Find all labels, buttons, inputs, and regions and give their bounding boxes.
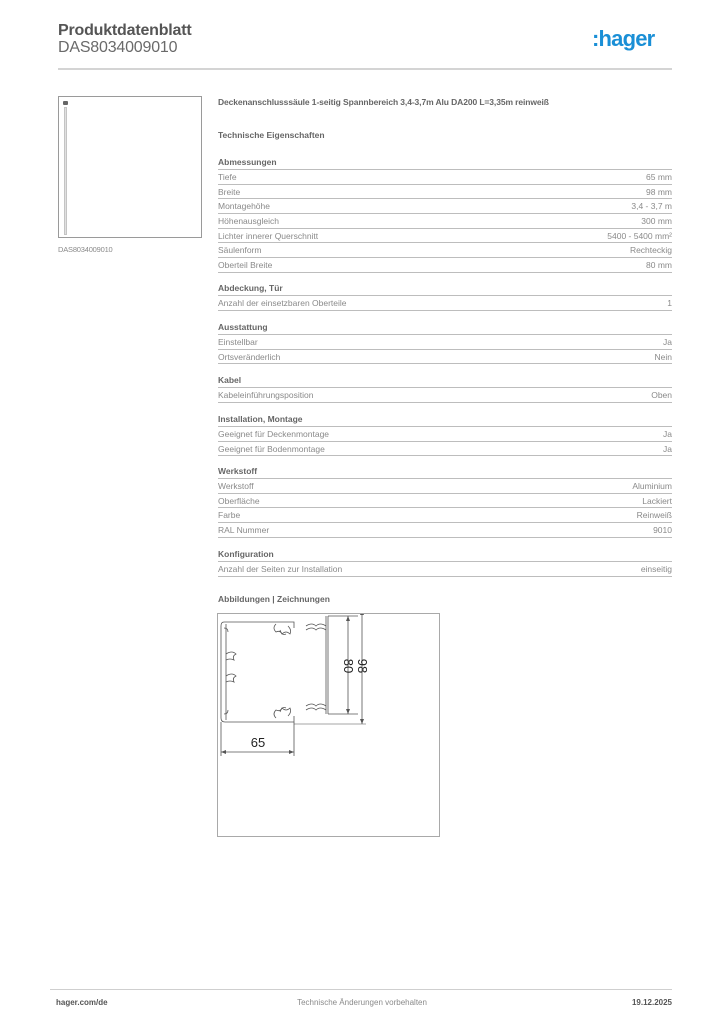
figures-title: Abbildungen | Zeichnungen — [218, 594, 330, 604]
tech-properties-title: Technische Eigenschaften — [218, 130, 325, 140]
property-row — [218, 508, 672, 523]
property-value: 65 mm — [646, 172, 672, 182]
property-label: Oberteil Breite — [218, 260, 273, 271]
property-label: Höhenausgleich — [218, 216, 279, 227]
product-description: Deckenanschlusssäule 1-seitig Spannbereich 3,4-3,7m Alu DA200 L=3,35m reinweiß — [218, 97, 549, 107]
property-row — [218, 170, 672, 185]
section-ausstattung — [218, 320, 672, 364]
property-value: 1 — [667, 298, 672, 308]
property-label: Werkstoff — [218, 481, 254, 491]
section-title: Ausstattung — [218, 320, 672, 335]
property-row — [218, 494, 672, 509]
header-title: Produktdatenblatt — [58, 22, 192, 39]
property-row — [218, 185, 672, 200]
property-row — [218, 427, 672, 442]
property-value: Ja — [663, 337, 672, 347]
footer-date: 19.12.2025 — [631, 998, 672, 1007]
section-title: Werkstoff — [218, 464, 672, 479]
property-value: Aluminium — [632, 481, 672, 491]
product-image-caption: DAS8034009010 — [58, 245, 113, 254]
property-label: RAL Nummer — [218, 525, 270, 536]
pole-top-icon — [63, 101, 68, 105]
section-title: Kabel — [218, 373, 672, 388]
section-installation — [218, 412, 672, 456]
property-value: Rechteckig — [629, 245, 672, 256]
property-label: Montagehöhe — [218, 201, 270, 212]
property-value: 9010 — [653, 525, 672, 536]
footer-website-link[interactable]: hager.com/de — [56, 998, 108, 1007]
property-row — [218, 229, 672, 244]
property-value: 98 mm — [646, 186, 672, 197]
property-value: 5400 - 5400 mm² — [607, 230, 672, 241]
property-value: 300 mm — [641, 216, 672, 227]
dim-inner-label: 80 — [341, 658, 356, 674]
section-werkstoff — [218, 464, 672, 538]
dim-width-label: 65 — [250, 735, 266, 750]
dim-outer-label: 98 — [355, 658, 370, 674]
property-label: Tiefe — [218, 172, 237, 182]
property-label: Oberfläche — [218, 495, 260, 506]
footer-divider — [50, 989, 672, 990]
cross-section-drawing-icon — [218, 614, 441, 838]
property-row — [218, 335, 672, 350]
section-title: Konfiguration — [218, 547, 672, 562]
property-row — [218, 523, 672, 538]
property-label: Anzahl der Seiten zur Installation — [218, 564, 343, 574]
section-konfiguration — [218, 547, 672, 577]
property-row — [218, 442, 672, 457]
hager-logo: :hager — [592, 26, 655, 51]
property-value: 80 mm — [646, 260, 672, 271]
property-label: Säulenform — [218, 245, 262, 256]
property-value: einseitig — [640, 564, 672, 574]
product-image — [58, 96, 202, 238]
technical-drawing — [217, 613, 440, 837]
property-value: Oben — [651, 390, 672, 400]
property-label: Anzahl der einsetzbaren Oberteile — [218, 298, 347, 308]
property-label: Geeignet für Bodenmontage — [218, 443, 325, 454]
property-row — [218, 562, 672, 577]
property-row — [218, 350, 672, 365]
property-label: Farbe — [218, 510, 241, 521]
property-label: Kabeleinführungsposition — [218, 390, 314, 400]
property-value: Lackiert — [642, 495, 672, 506]
property-row — [218, 243, 672, 258]
section-kabel — [218, 373, 672, 403]
property-value: Reinweiß — [636, 510, 672, 521]
section-abdeckung — [218, 281, 672, 311]
pole-image — [64, 107, 67, 235]
property-row — [218, 296, 672, 311]
product-code: DAS8034009010 — [58, 39, 178, 56]
footer-notice: Technische Änderungen vorbehalten — [297, 998, 427, 1007]
property-row — [218, 199, 672, 214]
property-value: Nein — [654, 351, 672, 362]
property-value: 3,4 - 3,7 m — [631, 201, 672, 212]
section-title: Installation, Montage — [218, 412, 672, 427]
property-label: Breite — [218, 186, 241, 197]
section-title: Abmessungen — [218, 155, 672, 170]
section-abmessungen — [218, 155, 672, 273]
property-label: Ortsveränderlich — [218, 351, 281, 362]
property-value: Ja — [663, 429, 672, 439]
property-label: Einstellbar — [218, 337, 258, 347]
property-row — [218, 258, 672, 273]
property-row — [218, 388, 672, 403]
header-divider — [58, 68, 672, 70]
property-label: Lichter innerer Querschnitt — [218, 230, 319, 241]
property-value: Ja — [663, 443, 672, 454]
section-title: Abdeckung, Tür — [218, 281, 672, 296]
property-label: Geeignet für Deckenmontage — [218, 429, 330, 439]
property-row — [218, 214, 672, 229]
property-row — [218, 479, 672, 494]
